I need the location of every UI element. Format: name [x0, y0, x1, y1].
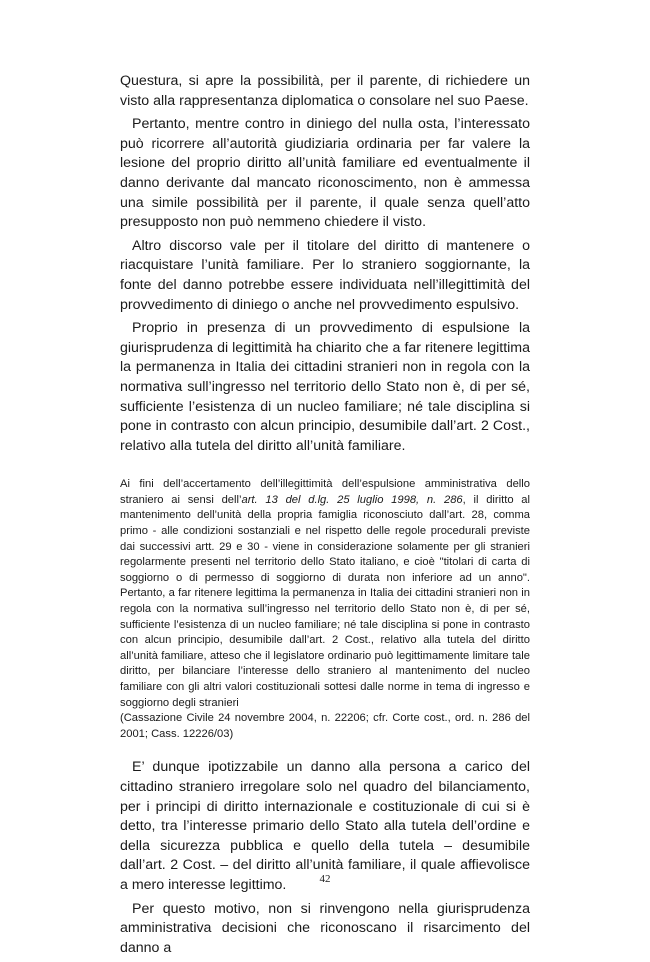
body-paragraph: E’ dunque ipotizzabile un danno alla persona a carico del cittadino straniero irregolare solo nel quadro del bilanciamento, per i principi di diritto internazionale e costituzionale di cui si è detto, tra l’interesse primario dello Stato alla tutela dell’ordine e della sicurezza pubblica e quello della tutela – desumibile dall’art. 2 Cost. – del diritto all’unità familiare, il quale affievolisce a mero interesse legittimo.: [120, 759, 530, 893]
body-paragraph: Per questo motivo, non si rinvengono nella giurisprudenza amministrativa decisioni che riconoscano il risarcimento del danno a: [120, 900, 530, 956]
document-page: [120, 72, 530, 962]
body-paragraph: Pertanto, mentre contro in diniego del nulla osta, l’interessato può ricorrere all’autorità giudiziaria ordinaria per far valere la lesione del proprio diritto all’unità familiare ed eventualmente il danno derivante dal mancato riconoscimento, non è ammessa una simile possibilità per il parente, il quale senza quell’atto presupposto non può nemmeno chiedere il visto.: [120, 116, 530, 231]
quote-citation: (Cassazione Civile 24 novembre 2004, n. 22206; cfr. Corte cost., ord. n. 286 del 2001; Cass. 12226/03): [120, 712, 530, 740]
body-paragraph: Questura, si apre la possibilità, per il parente, di richiedere un visto alla rappresentanza diplomatica o consolare nel suo Paese.: [120, 73, 530, 109]
case-law-quote: [120, 477, 530, 742]
quote-text: , il diritto al mantenimento dell’unità della propria famiglia riconosciuto dall’art. 28, comma primo - alle condizioni sostanziali e nel rispetto delle regole procedurali previste dai successivi artt. 29 e 30 - viene in considerazione solamente per gli stranieri regolarmente presenti nel territorio dello Stato italiano, e cioè "titolari di carta di soggiorno o di permesso di soggiorno di durata non inferiore ad un anno". Pertanto, a far ritenere legittima la permanenza in Italia dei cittadini stranieri non in regola con la normativa sull’ingresso nel territorio dello Stato non è, di per sé, sufficiente l’esistenza di un nucleo familiare; né tale disciplina si pone in contrasto con alcun principio, desumibile dall’art. 2 Cost., relativo alla tutela del diritto all’unità familiare, atteso che il legislatore ordinario può legittimamente limitare tale diritto, per bilanciare l’interesse dello straniero al mantenimento del nucleo familiare con gli altri valori costituzionali sottesi dalle norme in tema di ingresso e soggiorno degli stranieri: [120, 493, 531, 709]
body-paragraph: Altro discorso vale per il titolare del diritto di mantenere o riacquistare l’unità familiare. Per lo straniero soggiornante, la fonte del danno potrebbe essere individuata nell’illegittimità del provvedimento di diniego o anche nel provvedimento espulsivo.: [120, 237, 530, 313]
law-reference: art. 13 del d.lg. 25 luglio 1998, n. 286: [241, 493, 463, 506]
body-paragraph: Proprio in presenza di un provvedimento di espulsione la giurisprudenza di legittimità ha chiarito che a far ritenere legittima la permanenza in Italia dei cittadini stranieri non in regola con la normativa sull’ingresso nel territorio dello Stato non è, di per sé, sufficiente l’esistenza di un nucleo familiare; né tale disciplina si pone in contrasto con alcun principio, desumibile dall’art. 2 Cost., relativo alla tutela del diritto all’unità familiare.: [120, 320, 530, 454]
page-number: 42: [319, 873, 331, 885]
quote-text: Ai fini dell’accertamento dell’illegittimità dell’espulsione amministrativa dello straniero ai sensi dell’: [120, 478, 530, 506]
